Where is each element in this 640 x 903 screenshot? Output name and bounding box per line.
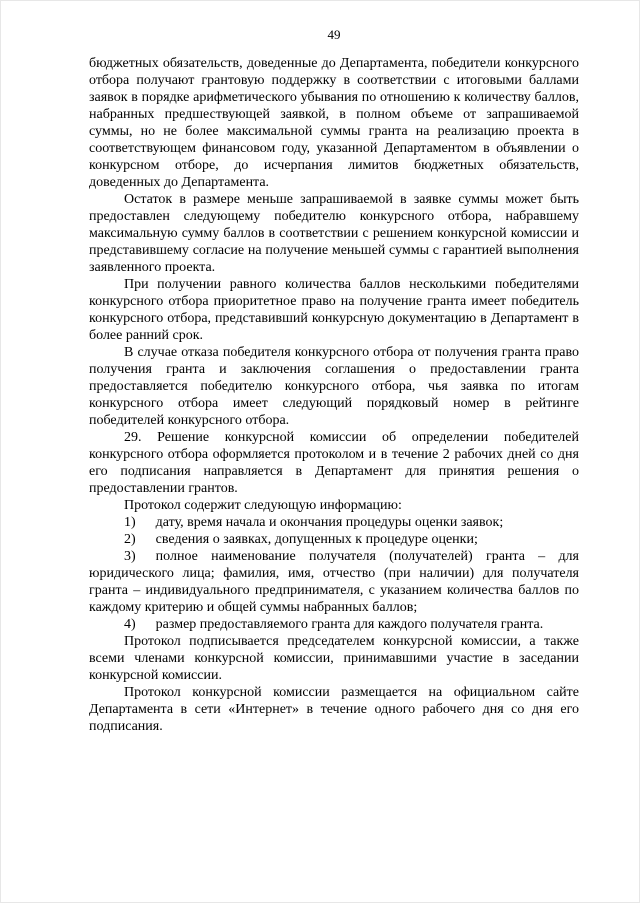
paragraph: Протокол подписывается председателем конкурсной комиссии, а также всеми членами конкурсной комиссии, принимавшими участие в заседании конкурсной комиссии. xyxy=(89,634,579,683)
list-item-text: сведения о заявках, допущенных к процедуре оценки; xyxy=(155,532,478,547)
list-item-text: размер предоставляемого гранта для каждого получателя гранта. xyxy=(155,617,544,632)
list-item-marker: 3) xyxy=(124,549,136,564)
paragraph: Протокол конкурсной комиссии размещается на официальном сайте Департамента в сети «Интернет» в течение одного рабочего дня со дня его подписания. xyxy=(89,685,579,734)
paragraph: В случае отказа победителя конкурсного отбора от получения гранта право получения гранта и заключения соглашения о предоставлении гранта предоставляется победителю конкурсного отбора, чья заявка по итогам конкурсного отбора имеет следующий порядковый номер в рейтинге победителей конкурсного отбора. xyxy=(89,345,579,428)
paragraph: 29. Решение конкурсной комиссии об определении победителей конкурсного отбора оформляется протоколом и в течение 2 рабочих дней со дня его подписания направляется в Департамент для принятия решения о предоставлении грантов. xyxy=(89,430,579,496)
page-number: 49 xyxy=(327,27,341,42)
list-item-marker: 2) xyxy=(124,532,136,547)
paragraph: бюджетных обязательств, доведенные до Департамента, победители конкурсного отбора получают грантовую поддержку в соответствии с итоговыми баллами заявок в порядке арифметического убывания по отношению к количеству баллов, набранных предшествующей заявкой, в полном объеме от запрашиваемой суммы, но не более максимальной суммы гранта на реализацию проекта в соответствующем финансовом году, указанной Департаментом в объявлении о конкурсном отборе, до исчерпания лимитов бюджетных обязательств, доведенных до Департамента. xyxy=(89,56,579,190)
list-item xyxy=(89,616,579,633)
list-item-marker: 1) xyxy=(124,515,136,530)
paragraph: Остаток в размере меньше запрашиваемой в заявке суммы может быть предоставлен следующему победителю конкурсного отбора, набравшему максимальную сумму баллов в соответствии с решением конкурсной комиссии и представившему согласие на получение меньшей суммы с гарантией выполнения заявленного проекта. xyxy=(89,192,579,275)
list-item-text: дату, время начала и окончания процедуры оценки заявок; xyxy=(155,515,504,530)
paragraph: При получении равного количества баллов несколькими победителями конкурсного отбора приоритетное право на получение гранта имеет победитель конкурсного отбора, представивший конкурсную документацию в Департамент в более ранний срок. xyxy=(89,277,579,343)
paragraph: Протокол содержит следующую информацию: xyxy=(124,498,402,513)
document-body xyxy=(89,55,579,735)
list-item-text: полное наименование получателя (получателей) гранта – для юридического лица; фамилия, имя, отчество (при наличии) для получателя гранта – индивидуального предпринимателя, с указанием количества баллов по каждому критерию и общей суммы набранных баллов; xyxy=(89,549,579,615)
list-item xyxy=(89,531,579,548)
list-item xyxy=(89,514,579,531)
document-content xyxy=(1,1,639,735)
list-item-marker: 4) xyxy=(124,617,136,632)
list-item xyxy=(89,548,579,616)
